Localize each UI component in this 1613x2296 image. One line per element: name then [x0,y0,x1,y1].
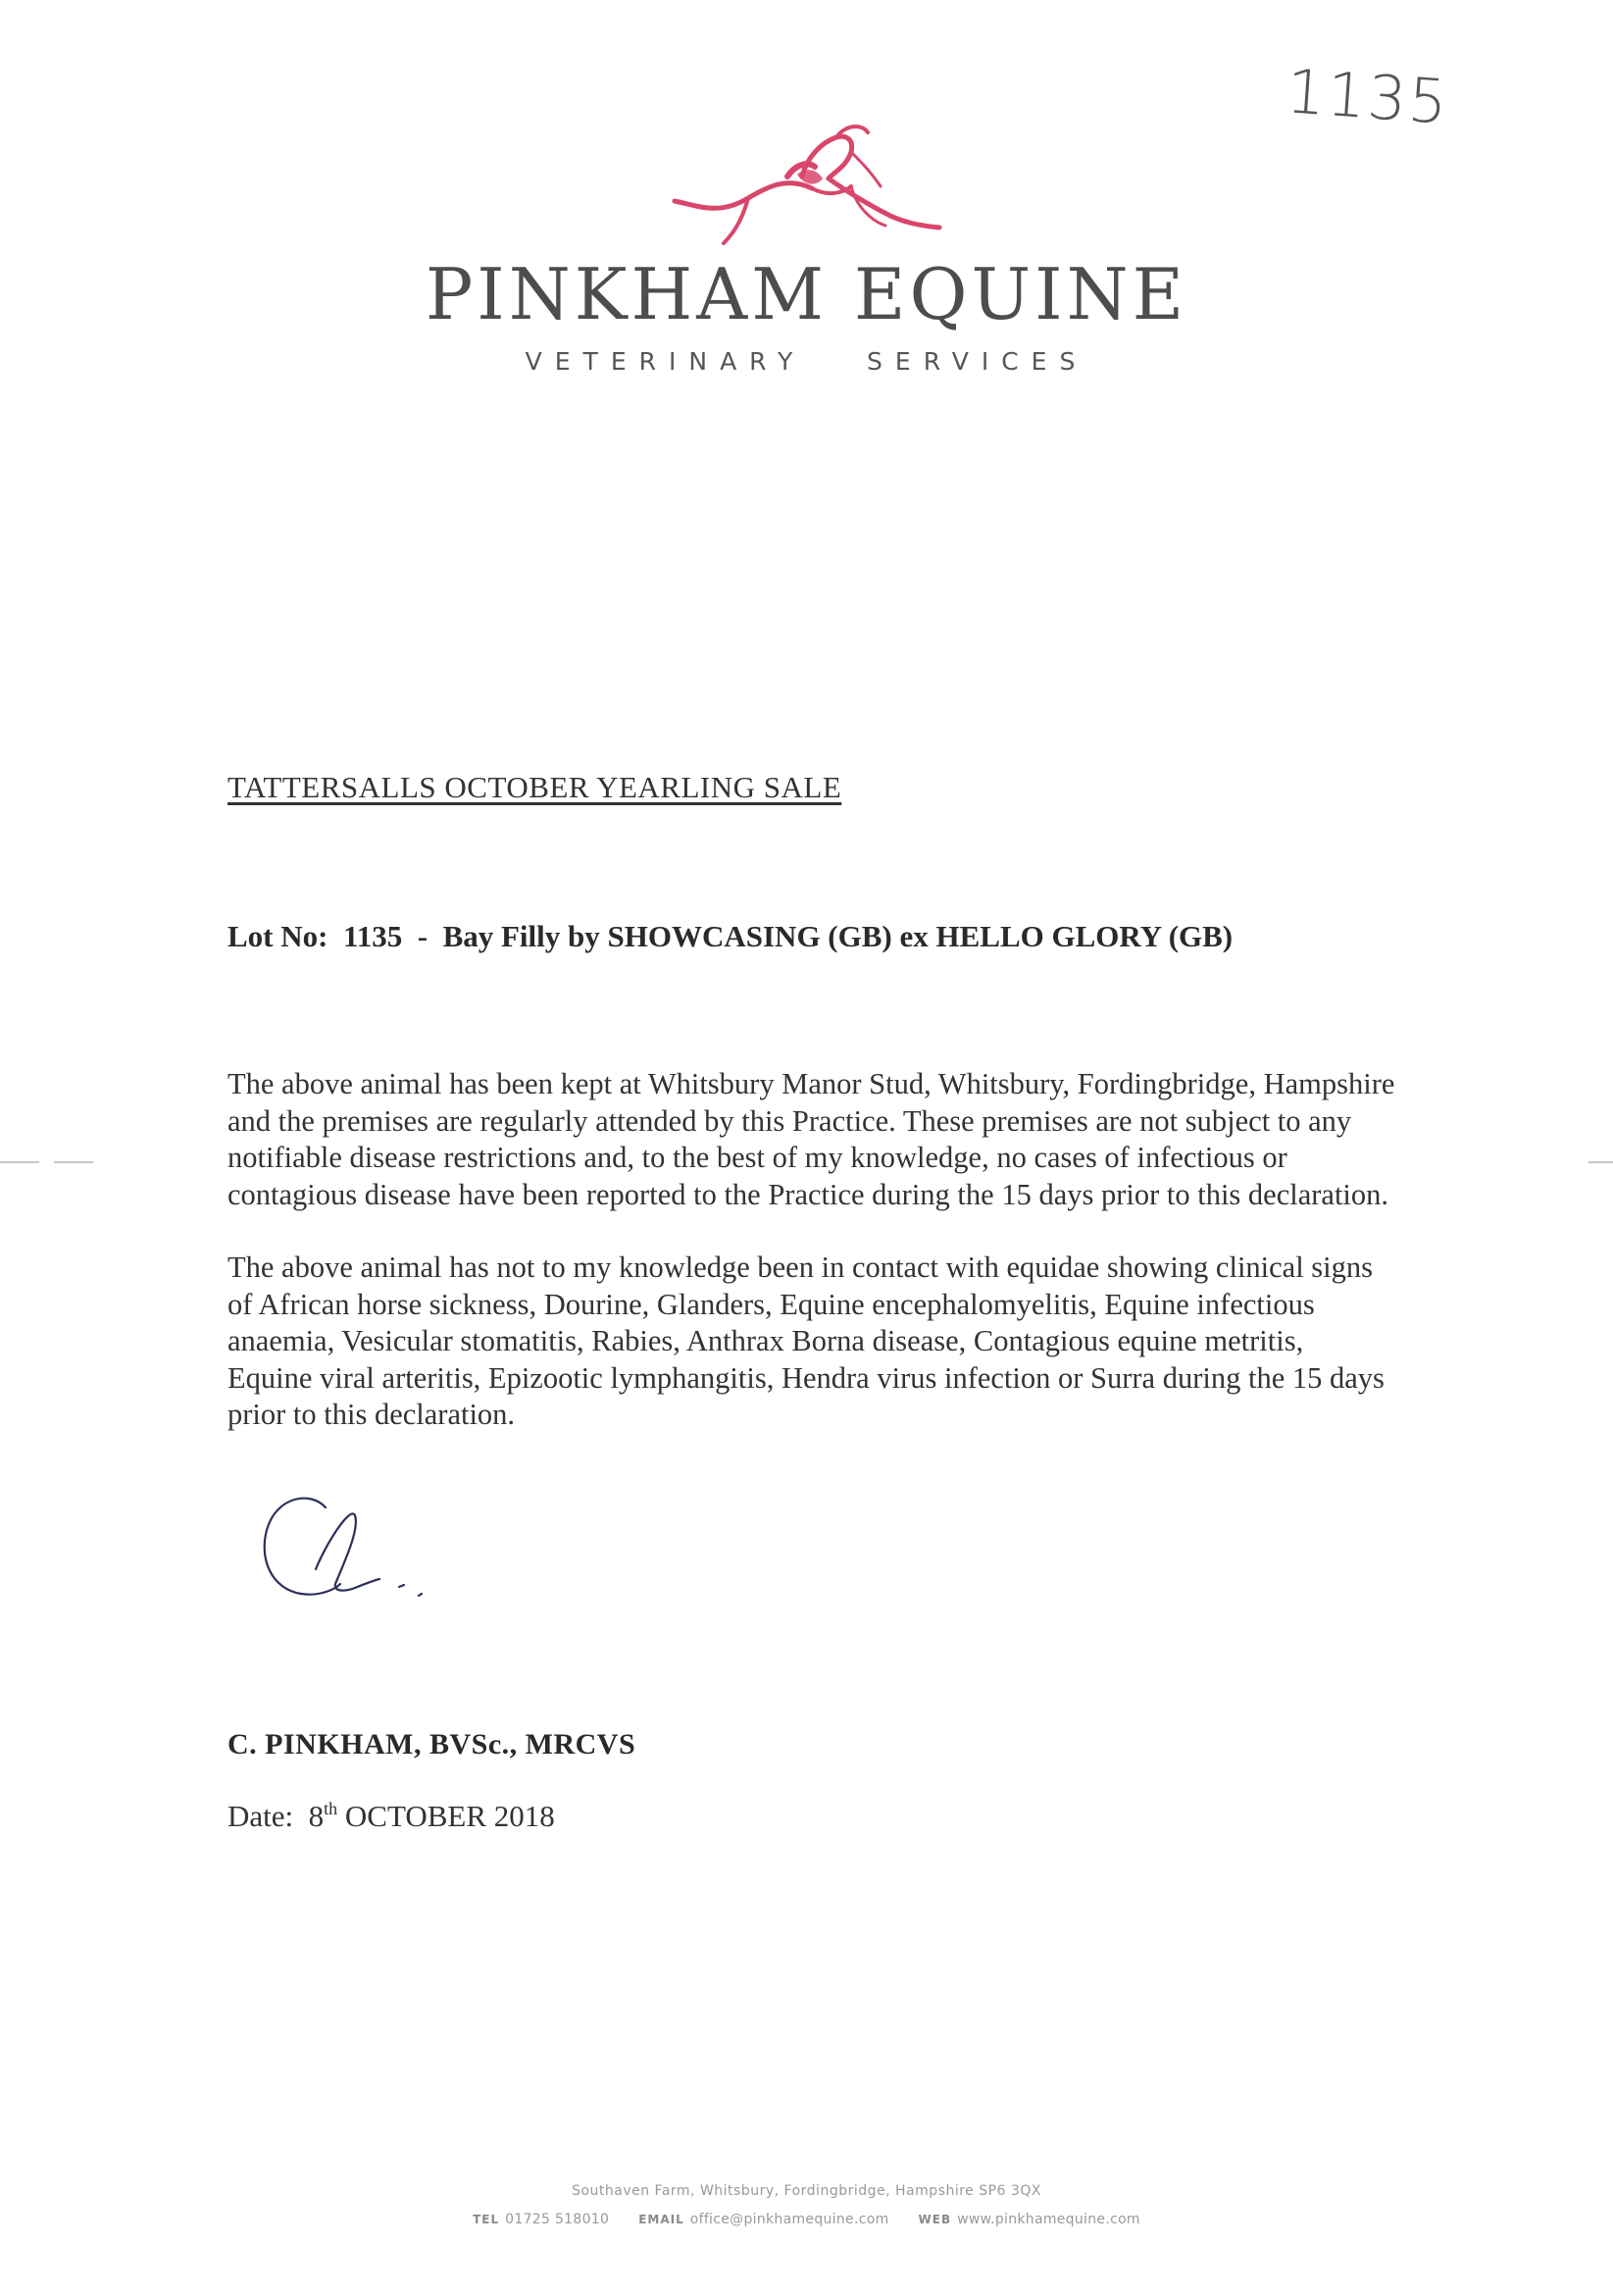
footer-web-label: WEB [918,2213,952,2226]
date-suffix: th [324,1799,338,1818]
declaration-paragraph-premises [227,1066,1483,1213]
declaration-paragraph-contact [227,1250,1483,1434]
date-day: 8 [308,1799,325,1833]
sale-title: TATTERSALLS OCTOBER YEARLING SALE [227,770,842,804]
handwritten-lot-number: 1135 [1284,55,1452,138]
footer-address: Southaven Farm, Whitsbury, Fordingbridge, Hampshire SP6 3QX [572,2183,1041,2199]
footer-tel: 01725 518010 [505,2212,610,2227]
paragraph-line: The above animal has not to my knowledge been in contact with equidae showing clinical signs [227,1250,1374,1284]
footer-email-label: EMAIL [638,2213,684,2226]
paragraph-line: and the premises are regularly attended by this Practice. These premises are not subject to any [227,1103,1352,1138]
practice-name: PINKHAM EQUINE [425,253,1188,335]
scan-artifact-left [0,1161,39,1163]
horse-logo-icon [650,118,964,265]
declaration-date [227,1799,555,1834]
date-month-year: OCTOBER 2018 [344,1799,555,1833]
letterhead-logo [0,118,1613,376]
paragraph-line: contagious disease have been reported to the Practice during the 15 days prior to this declaration. [227,1177,1389,1211]
lot-description: Lot No: 1135 - Bay Filly by SHOWCASING (GB) ex HELLO GLORY (GB) [227,919,1234,953]
scan-artifact-right [1588,1161,1613,1163]
scan-artifact-left-2 [54,1161,93,1163]
paragraph-line: of African horse sickness, Dourine, Glanders, Equine encephalomyelitis, Equine infectious [227,1287,1315,1321]
footer-web: www.pinkhamequine.com [957,2212,1140,2227]
paragraph-line: Equine viral arteritis, Epizootic lymphangitis, Hendra virus infection or Surra during the 15 days [227,1360,1385,1395]
paragraph-line: notifiable disease restrictions and, to the best of my knowledge, no cases of infectious or [227,1141,1287,1174]
handwritten-signature [257,1486,473,1623]
practice-subtitle: VETERINARY SERVICES [525,347,1088,376]
footer-email: office@pinkhamequine.com [689,2212,889,2227]
paragraph-line: prior to this declaration. [227,1398,516,1431]
footer-contact [0,2212,1613,2227]
paragraph-line: The above animal has been kept at Whitsbury Manor Stud, Whitsbury, Fordingbridge, Hampshire [227,1067,1395,1100]
date-label: Date: [227,1799,294,1833]
footer-tel-label: TEL [473,2213,500,2226]
signatory-name: C. PINKHAM, BVSc., MRCVS [227,1728,636,1760]
paragraph-line: anaemia, Vesicular stomatitis, Rabies, Anthrax Borna disease, Contagious equine metritis, [227,1324,1304,1357]
